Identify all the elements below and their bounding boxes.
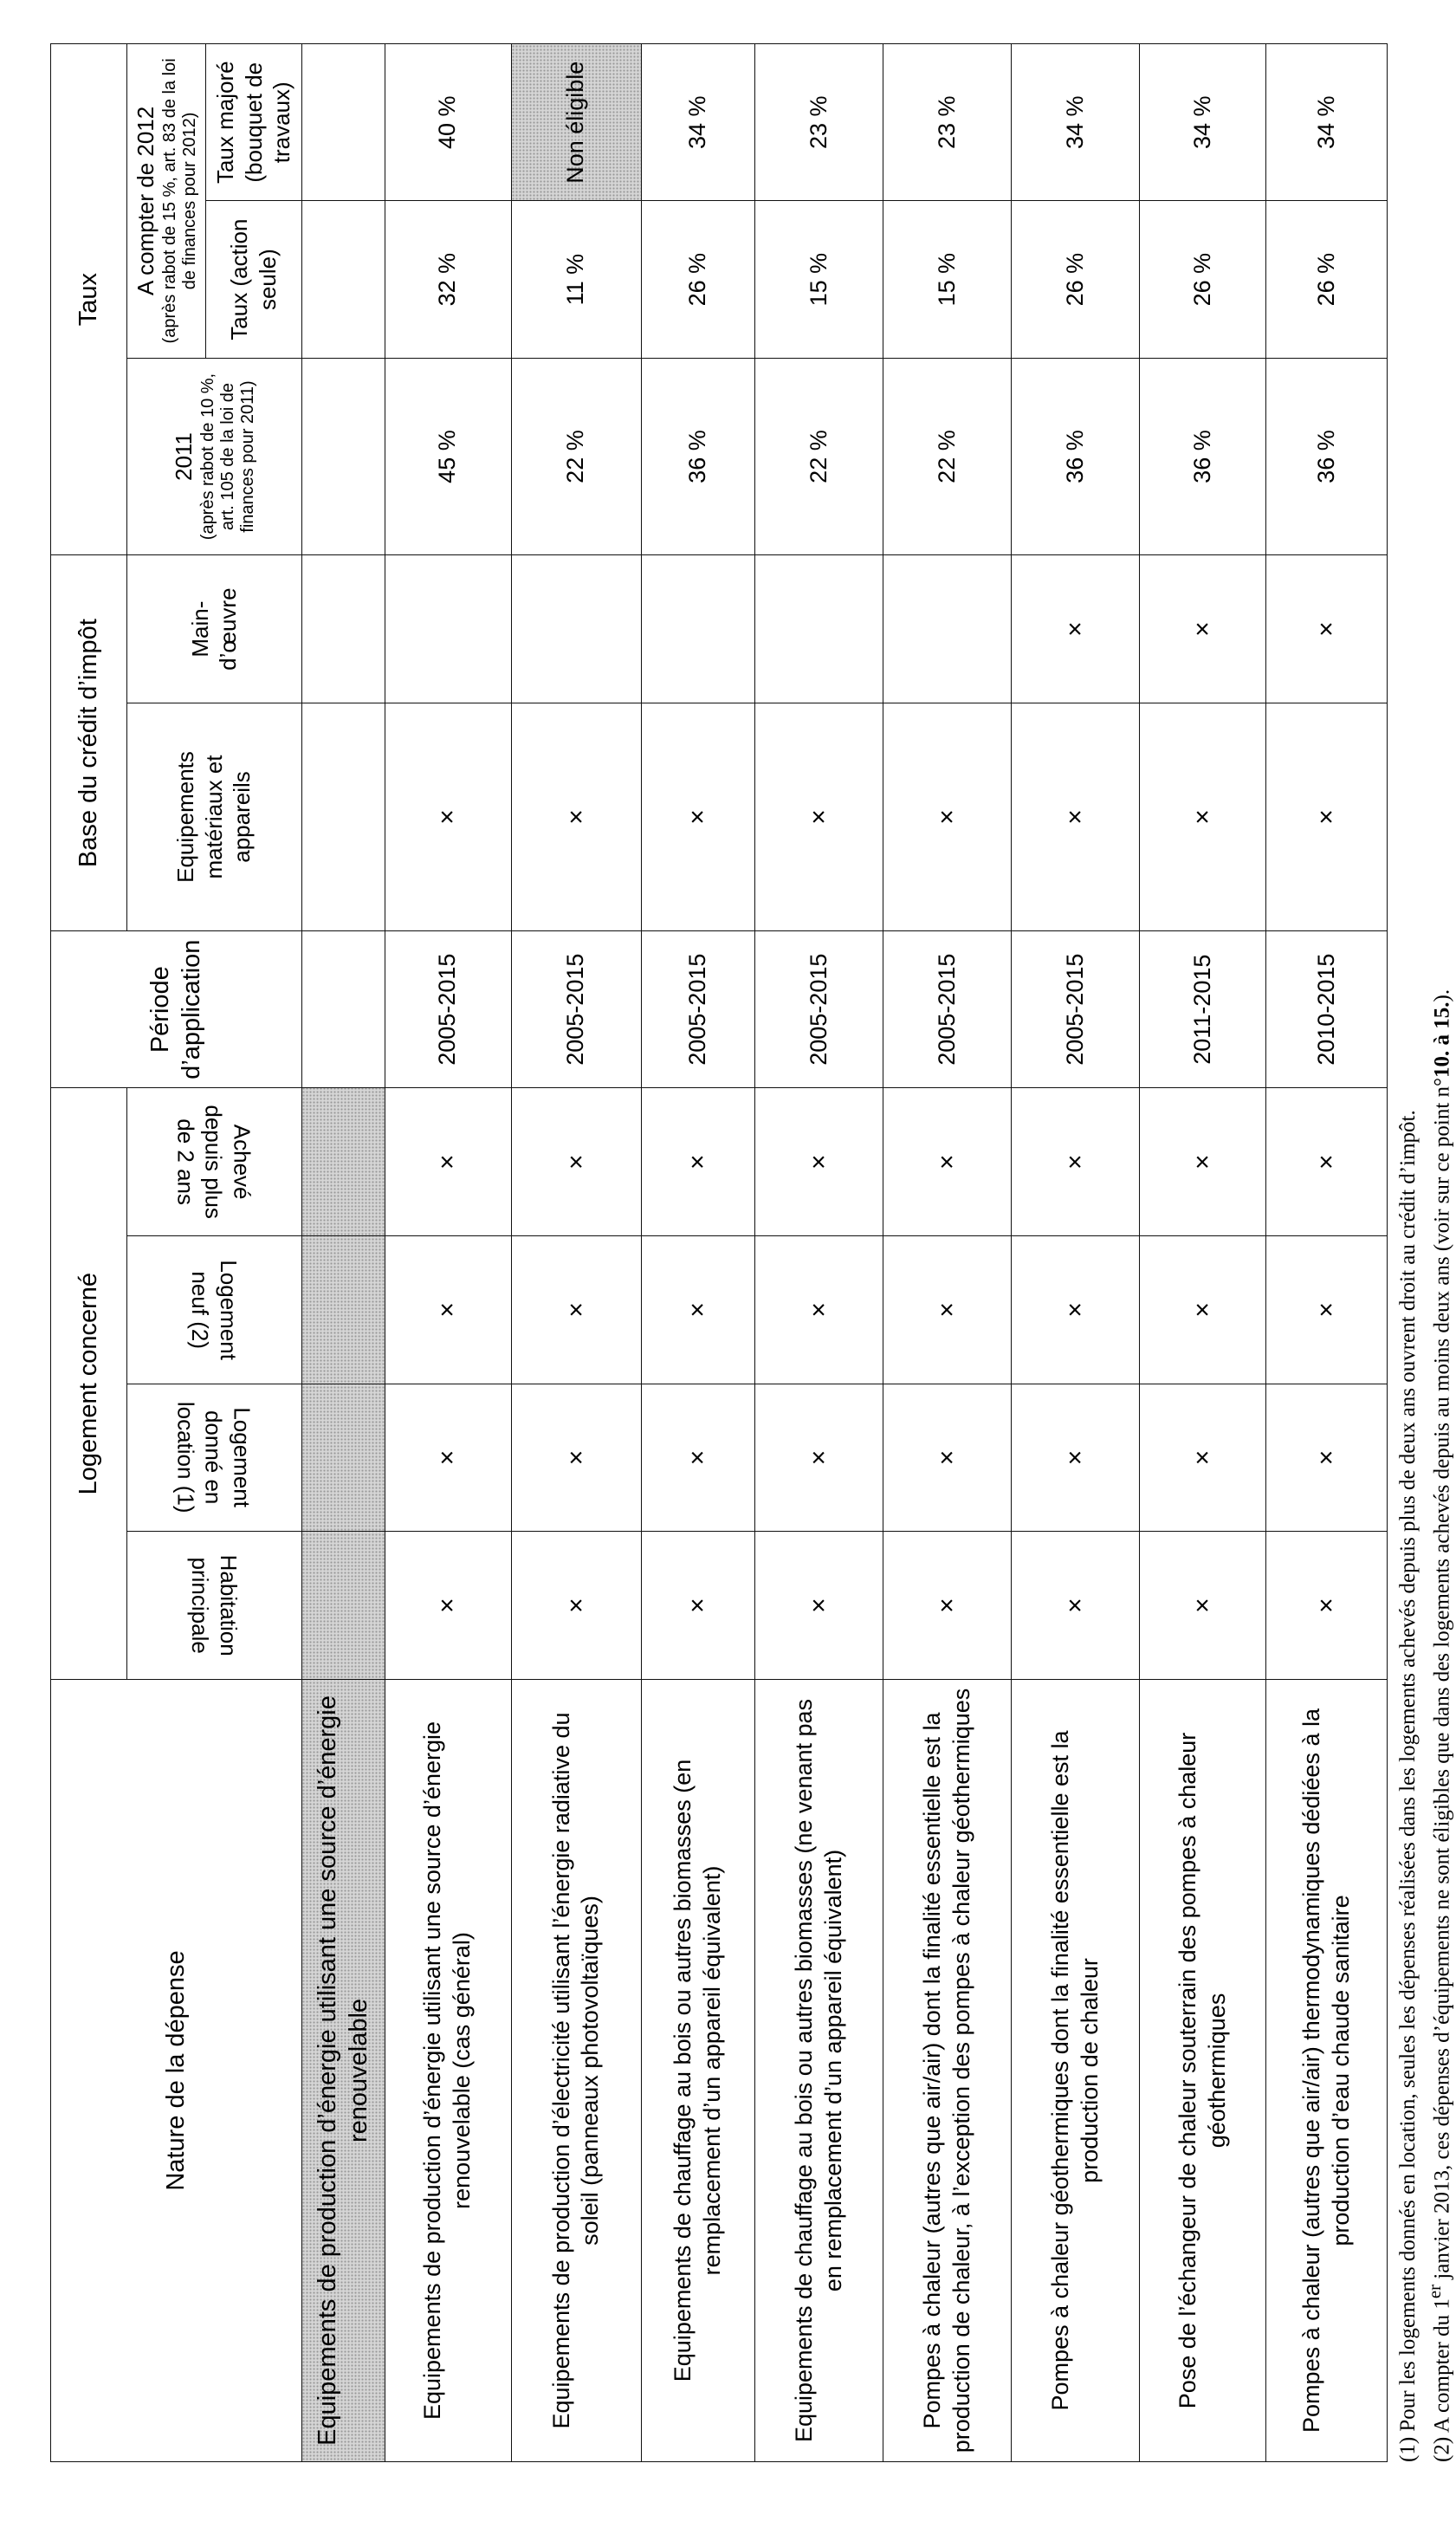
cell-taux-majore: Non éligible xyxy=(511,44,641,201)
cell-logement-neuf: × xyxy=(641,1236,754,1384)
cell-taux-2011: 22 % xyxy=(755,358,883,555)
cell-taux-action-seule: 15 % xyxy=(755,201,883,358)
cell-equipements: × xyxy=(511,703,641,930)
cell-logement-location: × xyxy=(1012,1384,1140,1532)
row-nature: Pompes à chaleur géothermiques dont la finalité essentielle est la production de chaleur xyxy=(1012,1679,1140,2461)
taux-2011-note: (après rabot de 10 %, art. 105 de la loi de finances pour 2011) xyxy=(197,373,257,541)
row-nature: Pose de l’échangeur de chaleur souterrain des pompes à chaleur géothermiques xyxy=(1140,1679,1266,2461)
cell-taux-action-seule: 11 % xyxy=(511,201,641,358)
cell-equipements: × xyxy=(385,703,511,930)
cell-taux-majore: 23 % xyxy=(883,44,1012,201)
header-taux-2011 xyxy=(126,358,301,555)
table-body xyxy=(385,44,1387,2462)
cell-habitation-principale: × xyxy=(883,1532,1012,1680)
cell-main-oeuvre: × xyxy=(1140,555,1266,703)
table-row xyxy=(1140,44,1266,2462)
cell-acheve-2-ans: × xyxy=(883,1088,1012,1236)
cell-main-oeuvre xyxy=(385,555,511,703)
taux-2011-year: 2011 xyxy=(171,432,197,482)
table-row xyxy=(1012,44,1140,2462)
cell-taux-action-seule: 32 % xyxy=(385,201,511,358)
cell-taux-majore: 40 % xyxy=(385,44,511,201)
cell-logement-neuf: × xyxy=(1012,1236,1140,1384)
cell-taux-2011: 22 % xyxy=(883,358,1012,555)
cell-taux-majore: 34 % xyxy=(641,44,754,201)
section-shade xyxy=(301,1532,385,1680)
cell-habitation-principale: × xyxy=(385,1532,511,1680)
cell-taux-2011: 36 % xyxy=(1266,358,1388,555)
section-blank xyxy=(301,358,385,555)
header-periode: Période d’application xyxy=(51,931,302,1088)
section-blank xyxy=(301,44,385,201)
cell-acheve-2-ans: × xyxy=(511,1088,641,1236)
cell-taux-action-seule: 26 % xyxy=(1012,201,1140,358)
cell-habitation-principale: × xyxy=(511,1532,641,1680)
section-row xyxy=(301,44,385,2462)
cell-logement-location: × xyxy=(385,1384,511,1532)
cell-logement-location: × xyxy=(883,1384,1012,1532)
cell-logement-location: × xyxy=(1266,1384,1388,1532)
cell-main-oeuvre xyxy=(511,555,641,703)
cell-logement-location: × xyxy=(1140,1384,1266,1532)
cell-acheve-2-ans: × xyxy=(1012,1088,1140,1236)
row-nature: Equipements de production d’électricité utilisant l’énergie radiative du soleil (panneaux photovoltaïques) xyxy=(511,1679,641,2461)
section-title: Equipements de production d’énergie utilisant une source d’énergie renouvelable xyxy=(301,1679,385,2461)
cell-habitation-principale: × xyxy=(641,1532,754,1680)
cell-logement-neuf: × xyxy=(511,1236,641,1384)
cell-logement-neuf: × xyxy=(883,1236,1012,1384)
cell-taux-majore: 34 % xyxy=(1140,44,1266,201)
footnote-2: (2) A compter du 1er janvier 2013, ces dépenses d’équipements ne sont éligibles que dans des logements achevés depuis au moins deux ans (voir sur ce point n°10. à 15.). xyxy=(1423,989,1453,2462)
section-blank xyxy=(301,703,385,930)
taux-2012-label: A compter de 2012 xyxy=(133,106,159,296)
cell-periode: 2005-2015 xyxy=(1012,931,1140,1088)
cell-habitation-principale: × xyxy=(1140,1532,1266,1680)
tax-credit-table xyxy=(50,43,1388,2462)
cell-acheve-2-ans: × xyxy=(385,1088,511,1236)
cell-equipements: × xyxy=(883,703,1012,930)
footnote-1: (1) Pour les logements donnés en location, seules les dépenses réalisées dans les logements achevés depuis plus de deux ans ouvrent droit au crédit d’impôt. xyxy=(1396,1110,1420,2462)
cell-main-oeuvre: × xyxy=(1266,555,1388,703)
header-logement-location: Logement donné en location (1) xyxy=(126,1384,301,1532)
cell-taux-majore: 34 % xyxy=(1012,44,1140,201)
table-row xyxy=(1266,44,1388,2462)
header-logement: Logement concerné xyxy=(51,1088,127,1680)
table-row xyxy=(385,44,511,2462)
cell-logement-location: × xyxy=(511,1384,641,1532)
cell-main-oeuvre xyxy=(641,555,754,703)
cell-periode: 2010-2015 xyxy=(1266,931,1388,1088)
table-row xyxy=(883,44,1012,2462)
cell-equipements: × xyxy=(755,703,883,930)
cell-taux-2011: 36 % xyxy=(641,358,754,555)
row-nature: Pompes à chaleur (autres que air/air) dont la finalité essentielle est la production de chaleur, à l’exception des pompes à chaleur géothermiques xyxy=(883,1679,1012,2461)
cell-acheve-2-ans: × xyxy=(755,1088,883,1236)
cell-periode: 2011-2015 xyxy=(1140,931,1266,1088)
cell-taux-action-seule: 26 % xyxy=(1140,201,1266,358)
cell-habitation-principale: × xyxy=(755,1532,883,1680)
row-nature: Equipements de production d’énergie utilisant une source d’énergie renouvelable (cas général) xyxy=(385,1679,511,2461)
table-row xyxy=(755,44,883,2462)
section-shade xyxy=(301,1384,385,1532)
header-row-1 xyxy=(51,44,127,2462)
taux-2012-note: (après rabot de 15 %, art. 83 de la loi de finances pour 2012) xyxy=(159,58,199,344)
cell-taux-action-seule: 26 % xyxy=(1266,201,1388,358)
header-taux-action-seule: Taux (action seule) xyxy=(205,201,301,358)
cell-logement-location: × xyxy=(641,1384,754,1532)
row-nature: Equipements de chauffage au bois ou autres biomasses (en remplacement d’un appareil équivalent) xyxy=(641,1679,754,2461)
header-base: Base du crédit d’impôt xyxy=(51,555,127,931)
cell-main-oeuvre xyxy=(883,555,1012,703)
cell-main-oeuvre: × xyxy=(1012,555,1140,703)
cell-periode: 2005-2015 xyxy=(883,931,1012,1088)
header-habitation-principale: Habitation principale xyxy=(126,1532,301,1680)
header-logement-neuf: Logement neuf (2) xyxy=(126,1236,301,1384)
section-blank xyxy=(301,931,385,1088)
section-blank xyxy=(301,555,385,703)
cell-periode: 2005-2015 xyxy=(641,931,754,1088)
cell-equipements: × xyxy=(1266,703,1388,930)
header-acheve-2-ans: Achevé depuis plus de 2 ans xyxy=(126,1088,301,1236)
footnotes xyxy=(1395,43,1456,2462)
cell-taux-2011: 45 % xyxy=(385,358,511,555)
table-row xyxy=(641,44,754,2462)
cell-taux-2011: 36 % xyxy=(1012,358,1140,555)
cell-periode: 2005-2015 xyxy=(511,931,641,1088)
cell-equipements: × xyxy=(1012,703,1140,930)
header-taux-2012 xyxy=(126,44,205,359)
cell-periode: 2005-2015 xyxy=(385,931,511,1088)
cell-equipements: × xyxy=(1140,703,1266,930)
cell-taux-majore: 23 % xyxy=(755,44,883,201)
header-taux: Taux xyxy=(51,44,127,555)
cell-taux-action-seule: 26 % xyxy=(641,201,754,358)
cell-acheve-2-ans: × xyxy=(641,1088,754,1236)
cell-habitation-principale: × xyxy=(1266,1532,1388,1680)
row-nature: Equipements de chauffage au bois ou autres biomasses (ne venant pas en remplacement d’un appareil équivalent) xyxy=(755,1679,883,2461)
cell-taux-2011: 22 % xyxy=(511,358,641,555)
cell-logement-neuf: × xyxy=(1140,1236,1266,1384)
header-equipements: Equipements matériaux et appareils xyxy=(126,703,301,930)
cell-taux-action-seule: 15 % xyxy=(883,201,1012,358)
cell-logement-neuf: × xyxy=(755,1236,883,1384)
cell-logement-neuf: × xyxy=(385,1236,511,1384)
section-blank xyxy=(301,201,385,358)
header-taux-majore: Taux majoré (bouquet de travaux) xyxy=(205,44,301,201)
cell-acheve-2-ans: × xyxy=(1266,1088,1388,1236)
cell-acheve-2-ans: × xyxy=(1140,1088,1266,1236)
cell-logement-neuf: × xyxy=(1266,1236,1388,1384)
row-nature: Pompes à chaleur (autres que air/air) thermodynamiques dédiées à la production d’eau chaude sanitaire xyxy=(1266,1679,1388,2461)
cell-periode: 2005-2015 xyxy=(755,931,883,1088)
header-main-oeuvre: Main-d’œuvre xyxy=(126,555,301,703)
header-nature: Nature de la dépense xyxy=(51,1679,302,2461)
cell-taux-2011: 36 % xyxy=(1140,358,1266,555)
cell-taux-majore: 34 % xyxy=(1266,44,1388,201)
section-shade xyxy=(301,1236,385,1384)
cell-logement-location: × xyxy=(755,1384,883,1532)
cell-main-oeuvre xyxy=(755,555,883,703)
cell-equipements: × xyxy=(641,703,754,930)
table-row xyxy=(511,44,641,2462)
section-shade xyxy=(301,1088,385,1236)
cell-habitation-principale: × xyxy=(1012,1532,1140,1680)
